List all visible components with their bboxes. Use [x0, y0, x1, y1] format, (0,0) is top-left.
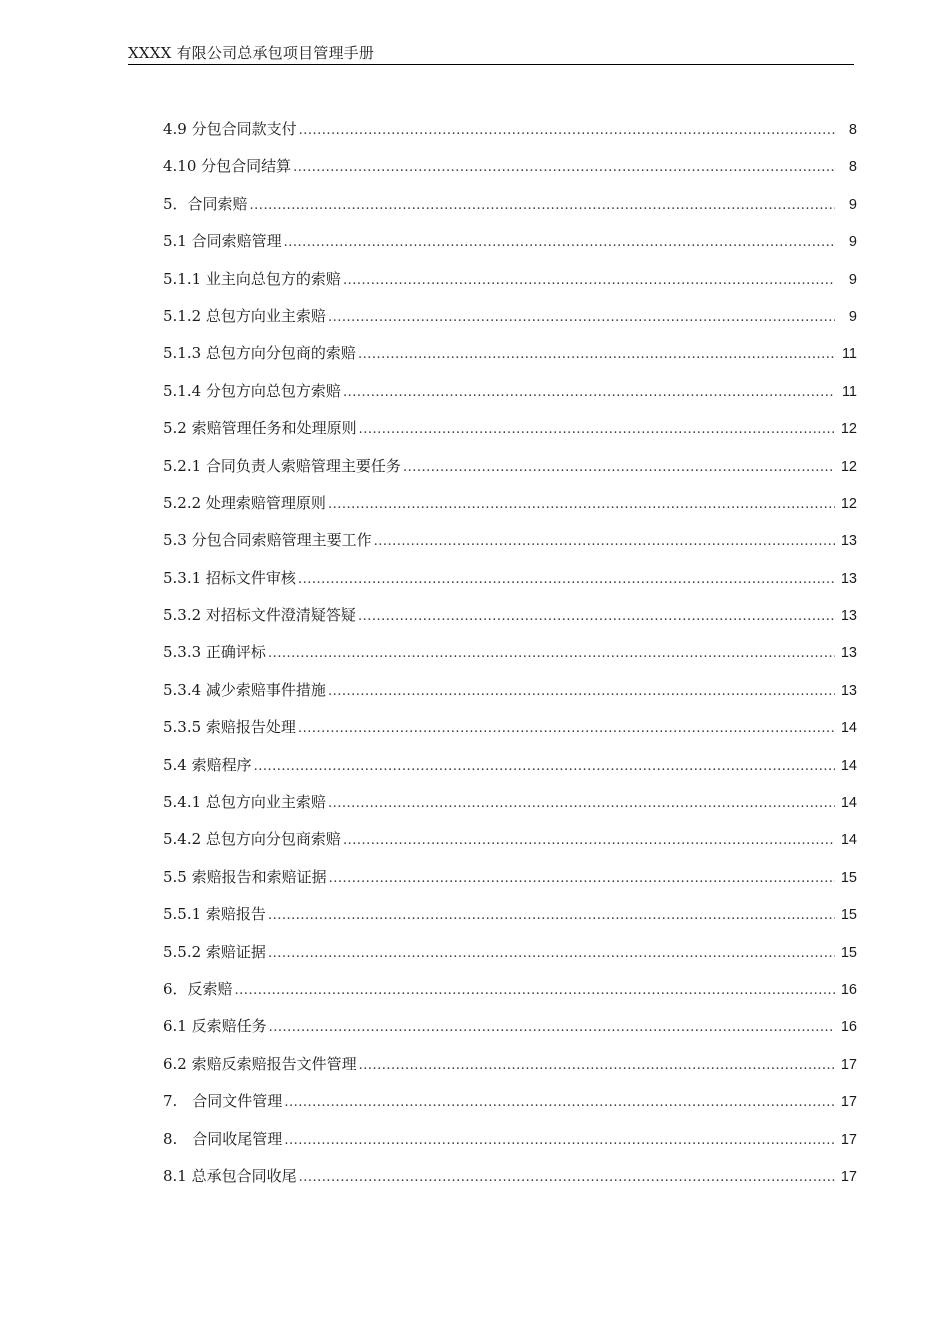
toc-entry[interactable] — [163, 268, 857, 305]
toc-entry[interactable] — [163, 492, 857, 529]
toc-entry-page-number: 13 — [840, 570, 857, 587]
table-of-contents — [163, 118, 857, 1202]
toc-dot-leader — [403, 460, 835, 475]
toc-entry[interactable] — [163, 641, 857, 678]
toc-entry-label: 5.1.1 业主向总包方的索赔 — [163, 269, 341, 288]
toc-entry-page-number: 14 — [840, 757, 857, 774]
toc-dot-leader — [359, 1058, 835, 1073]
toc-entry-page-number: 12 — [840, 495, 857, 512]
toc-dot-leader — [268, 646, 835, 661]
toc-entry-label: 5．合同索赔 — [163, 194, 248, 213]
toc-entry[interactable] — [163, 155, 857, 192]
toc-dot-leader — [299, 123, 835, 138]
toc-entry-page-number: 17 — [840, 1094, 857, 1111]
toc-entry[interactable] — [163, 342, 857, 379]
toc-entry-page-number: 13 — [840, 533, 857, 550]
toc-entry-label: 5.2.1 合同负责人索赔管理主要任务 — [163, 456, 401, 475]
toc-dot-leader — [343, 833, 835, 848]
toc-dot-leader — [250, 198, 835, 213]
toc-entry-page-number: 15 — [840, 869, 857, 886]
toc-entry-label: 4.10 分包合同结算 — [163, 157, 292, 176]
toc-dot-leader — [293, 160, 835, 175]
toc-entry-label: 5.1.3 总包方向分包商的索赔 — [163, 344, 356, 363]
toc-entry-label: 5.3.5 索赔报告处理 — [163, 718, 296, 737]
toc-entry-label: 6．反索赔 — [163, 979, 233, 998]
toc-entry[interactable] — [163, 1015, 857, 1052]
toc-entry-page-number: 8 — [848, 122, 857, 138]
toc-entry-page-number: 16 — [840, 1019, 857, 1036]
toc-entry[interactable] — [163, 455, 857, 492]
toc-entry[interactable] — [163, 604, 857, 641]
toc-entry-page-number: 17 — [840, 1131, 857, 1148]
toc-dot-leader — [343, 273, 835, 288]
toc-dot-leader — [359, 422, 835, 437]
toc-dot-leader — [298, 572, 835, 587]
toc-entry-page-number: 17 — [840, 1168, 857, 1185]
toc-dot-leader — [328, 310, 835, 325]
toc-entry[interactable] — [163, 118, 857, 155]
toc-entry-label: 5.5.1 索赔报告 — [163, 905, 266, 924]
toc-dot-leader — [268, 908, 835, 923]
toc-entry-page-number: 14 — [840, 720, 857, 737]
toc-dot-leader — [358, 609, 835, 624]
page-header — [128, 40, 854, 65]
toc-dot-leader — [235, 983, 835, 998]
document-title: XXXX 有限公司总承包项目管理手册 — [128, 44, 375, 62]
toc-entry[interactable] — [163, 1128, 857, 1165]
toc-dot-leader — [254, 759, 835, 774]
toc-entry[interactable] — [163, 380, 857, 417]
toc-entry-label: 8.1 总承包合同收尾 — [163, 1166, 297, 1185]
toc-entry-page-number: 13 — [840, 645, 857, 662]
toc-dot-leader — [328, 796, 835, 811]
toc-entry-page-number: 9 — [848, 271, 857, 288]
toc-entry-page-number: 16 — [840, 981, 857, 998]
toc-entry-label: 5.3.2 对招标文件澄清疑答疑 — [163, 606, 356, 625]
toc-entry[interactable] — [163, 567, 857, 604]
toc-entry[interactable] — [163, 978, 857, 1015]
toc-entry-label: 5.3.1 招标文件审核 — [163, 568, 296, 587]
toc-entry-label: 4.9 分包合同款支付 — [163, 120, 297, 138]
toc-entry-label: 7. 合同文件管理 — [163, 1092, 283, 1111]
toc-entry-page-number: 12 — [840, 421, 857, 438]
toc-entry-page-number: 15 — [840, 907, 857, 924]
toc-entry[interactable] — [163, 529, 857, 566]
toc-dot-leader — [358, 347, 835, 362]
toc-entry-page-number: 14 — [840, 832, 857, 849]
toc-entry-label: 5.4.1 总包方向业主索赔 — [163, 793, 326, 812]
toc-entry-page-number: 15 — [840, 944, 857, 961]
toc-entry[interactable] — [163, 866, 857, 903]
toc-dot-leader — [374, 534, 835, 549]
toc-entry-label: 5.3.4 减少索赔事件措施 — [163, 680, 326, 699]
toc-entry[interactable] — [163, 193, 857, 230]
toc-entry-page-number: 14 — [840, 795, 857, 812]
toc-entry-page-number: 13 — [840, 682, 857, 699]
toc-entry-page-number: 12 — [840, 458, 857, 475]
toc-entry-label: 6.1 反索赔任务 — [163, 1017, 267, 1036]
toc-entry-label: 5.4 索赔程序 — [163, 755, 252, 774]
toc-entry[interactable] — [163, 1090, 857, 1127]
toc-entry[interactable] — [163, 828, 857, 865]
toc-dot-leader — [284, 1095, 835, 1110]
toc-entry[interactable] — [163, 791, 857, 828]
toc-dot-leader — [284, 1133, 835, 1148]
toc-entry-label: 5.2.2 处理索赔管理原则 — [163, 493, 326, 512]
toc-entry-page-number: 13 — [840, 608, 857, 625]
toc-entry-label: 5.5.2 索赔证据 — [163, 942, 266, 961]
toc-entry[interactable] — [163, 941, 857, 978]
toc-dot-leader — [298, 721, 835, 736]
toc-dot-leader — [343, 385, 835, 400]
toc-entry-label: 8. 合同收尾管理 — [163, 1129, 283, 1148]
toc-entry[interactable] — [163, 305, 857, 342]
toc-entry-page-number: 9 — [848, 308, 857, 325]
toc-entry[interactable] — [163, 754, 857, 791]
toc-entry-page-number: 11 — [841, 383, 857, 400]
toc-entry[interactable] — [163, 1053, 857, 1090]
toc-entry[interactable] — [163, 716, 857, 753]
toc-entry-page-number: 9 — [848, 234, 857, 251]
toc-entry-label: 5.2 索赔管理任务和处理原则 — [163, 419, 357, 438]
toc-dot-leader — [328, 684, 835, 699]
toc-entry-label: 5.4.2 总包方向分包商索赔 — [163, 830, 341, 849]
toc-entry-page-number: 17 — [840, 1056, 857, 1073]
toc-dot-leader — [299, 1170, 835, 1185]
toc-entry[interactable] — [163, 903, 857, 940]
toc-dot-leader — [328, 497, 835, 512]
toc-entry-page-number: 11 — [841, 346, 857, 363]
toc-entry[interactable] — [163, 1165, 857, 1202]
toc-entry-label: 6.2 索赔反索赔报告文件管理 — [163, 1054, 357, 1073]
toc-entry-label: 5.1.2 总包方向业主索赔 — [163, 306, 326, 325]
toc-entry-label: 5.3.3 正确评标 — [163, 643, 266, 662]
toc-dot-leader — [268, 946, 835, 961]
toc-entry-page-number: 8 — [848, 159, 857, 176]
toc-dot-leader — [269, 1020, 835, 1035]
toc-entry[interactable] — [163, 417, 857, 454]
toc-entry[interactable] — [163, 230, 857, 267]
toc-entry-label: 5.1 合同索赔管理 — [163, 232, 282, 251]
toc-entry-label: 5.1.4 分包方向总包方索赔 — [163, 381, 341, 400]
toc-entry-label: 5.5 索赔报告和索赔证据 — [163, 867, 327, 886]
toc-entry-label: 5.3 分包合同索赔管理主要工作 — [163, 531, 372, 550]
toc-entry-page-number: 9 — [848, 196, 857, 213]
toc-dot-leader — [284, 235, 835, 250]
toc-dot-leader — [329, 871, 835, 886]
toc-entry[interactable] — [163, 679, 857, 716]
